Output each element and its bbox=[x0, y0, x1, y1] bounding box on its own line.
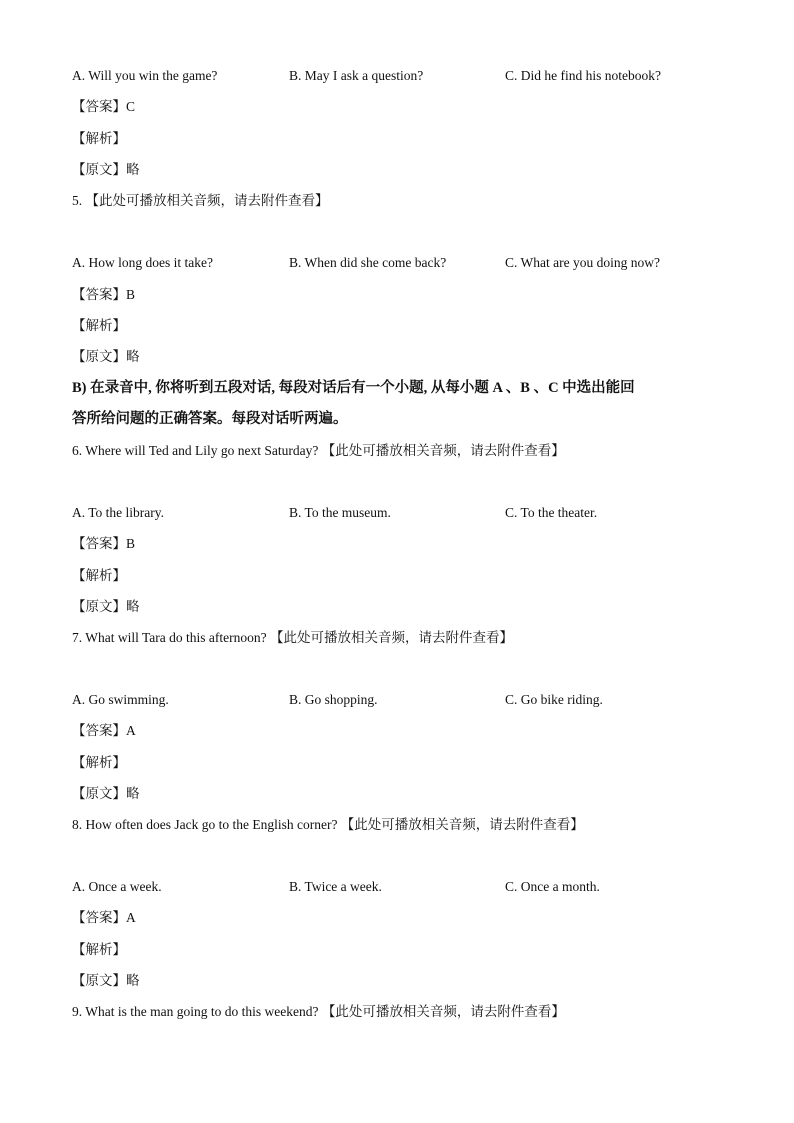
q4-option-c: C. Did he find his notebook? bbox=[505, 68, 661, 83]
q4-option-b: B. May I ask a question? bbox=[289, 68, 424, 83]
q5-analysis: 【解析】 bbox=[72, 318, 126, 333]
q4-original: 【原文】略 bbox=[72, 162, 140, 177]
q8-option-c: C. Once a month. bbox=[505, 879, 600, 894]
section-b-instruction-line1: B) 在录音中, 你将听到五段对话, 每段对话后有一个小题, 从每小题 A 、B 、C 中选出能回 bbox=[72, 380, 635, 396]
section-b-instruction-line2: 答所给问题的正确答案。每段对话听两遍。 bbox=[72, 411, 348, 427]
q5-option-b: B. When did she come back? bbox=[289, 255, 447, 270]
q7-option-a: A. Go swimming. bbox=[72, 692, 169, 707]
q8-original: 【原文】略 bbox=[72, 973, 140, 988]
q6-option-c: C. To the theater. bbox=[505, 505, 598, 520]
q7-prompt: 7. What will Tara do this afternoon? 【此处可播放相关音频，请去附件查看】 bbox=[72, 630, 514, 645]
q8-option-b: B. Twice a week. bbox=[289, 879, 382, 894]
q8-answer: 【答案】A bbox=[72, 910, 136, 925]
q8-option-a: A. Once a week. bbox=[72, 879, 162, 894]
q8-prompt: 8. How often does Jack go to the English corner? 【此处可播放相关音频，请去附件查看】 bbox=[72, 817, 584, 832]
q5-answer: 【答案】B bbox=[72, 287, 136, 302]
q4-answer: 【答案】C bbox=[72, 99, 136, 114]
q9-prompt: 9. What is the man going to do this weekend? 【此处可播放相关音频，请去附件查看】 bbox=[72, 1004, 565, 1019]
q5-option-a: A. How long does it take? bbox=[72, 255, 213, 270]
q5-prompt: 5. 【此处可播放相关音频，请去附件查看】 bbox=[72, 193, 329, 208]
q6-option-a: A. To the library. bbox=[72, 505, 165, 520]
q6-analysis: 【解析】 bbox=[72, 568, 126, 583]
q8-analysis: 【解析】 bbox=[72, 942, 126, 957]
q4-analysis: 【解析】 bbox=[72, 131, 126, 146]
q7-original: 【原文】略 bbox=[72, 786, 140, 801]
q7-option-b: B. Go shopping. bbox=[289, 692, 378, 707]
q7-option-c: C. Go bike riding. bbox=[505, 692, 603, 707]
q6-option-b: B. To the museum. bbox=[289, 505, 391, 520]
q4-option-a: A. Will you win the game? bbox=[72, 68, 218, 83]
q7-answer: 【答案】A bbox=[72, 723, 136, 738]
q5-original: 【原文】略 bbox=[72, 349, 140, 364]
q5-option-c: C. What are you doing now? bbox=[505, 255, 660, 270]
q6-answer: 【答案】B bbox=[72, 536, 136, 551]
q6-prompt: 6. Where will Ted and Lily go next Saturday? 【此处可播放相关音频，请去附件查看】 bbox=[72, 443, 565, 458]
q7-analysis: 【解析】 bbox=[72, 755, 126, 770]
q6-original: 【原文】略 bbox=[72, 599, 140, 614]
